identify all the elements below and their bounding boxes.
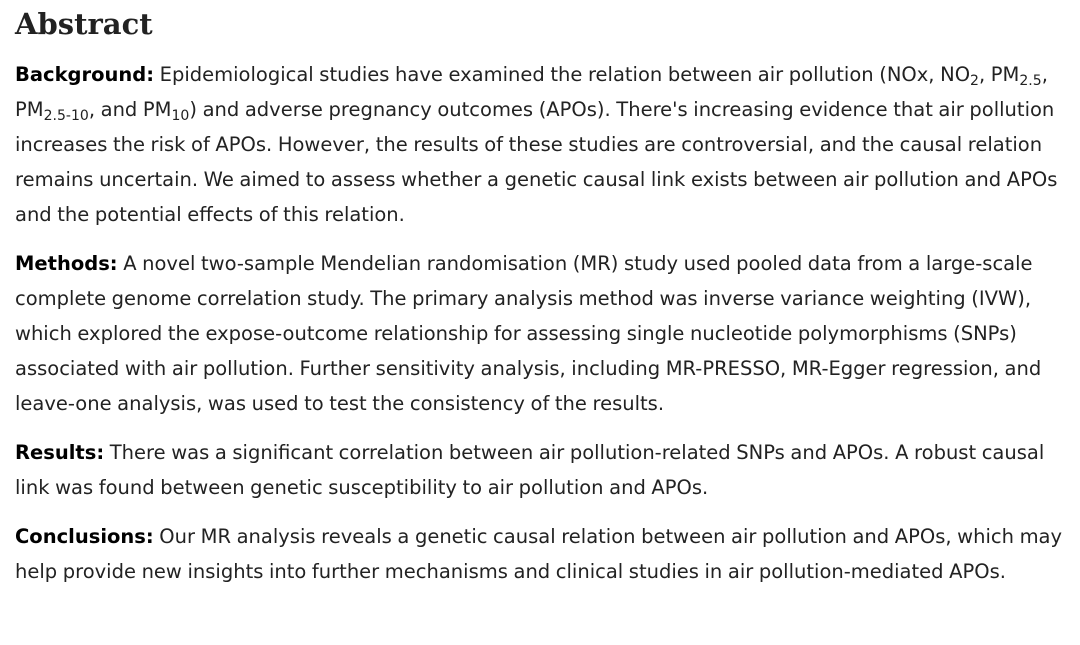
pm25-10-subscript: 2.5-10 <box>43 108 89 125</box>
background-text-2: , PM <box>978 63 1020 86</box>
abstract-heading: Abstract <box>15 7 153 41</box>
conclusions-text: Our MR analysis reveals a genetic causal relation between air pollution and APOs, which may help provide new insights into further mechanisms and clinical studies in air pollution-mediated APOs. <box>15 525 1063 583</box>
no2-subscript: 2 <box>970 73 979 90</box>
pm25-subscript: 2.5 <box>1019 73 1042 90</box>
results-text: There was a significant correlation between air pollution-related SNPs and APOs. A robust causal link was found between genetic susceptibility to air pollution and APOs. <box>15 441 1045 499</box>
results-label: Results: <box>15 441 105 464</box>
background-text-5: ) and adverse pregnancy outcomes (APOs). There's increasing evidence that air pollution increases the risk of APOs. However, the results of these studies are controversial, and the causal relation remains uncertain. We aimed to assess whether a genetic causal link exists between air pollution and APOs and the potential effects of this relation. <box>15 98 1058 226</box>
methods-label: Methods: <box>15 252 118 275</box>
conclusions-paragraph <box>15 519 1065 589</box>
results-paragraph <box>15 435 1065 505</box>
methods-text: A novel two-sample Mendelian randomisation (MR) study used pooled data from a large-scale complete genome correlation study. The primary analysis method was inverse variance weighting (IVW), which explored the expose-outcome relationship for assessing single nucleotide polymorphisms (SNPs) associated with air pollution. Further sensitivity analysis, including MR-PRESSO, MR-Egger regression, and leave-one analysis, was used to test the consistency of the results. <box>15 252 1042 415</box>
background-text-3: , PM <box>15 63 1048 121</box>
background-text-1: Epidemiological studies have examined the relation between air pollution (NOx, NO <box>154 63 971 86</box>
conclusions-label: Conclusions: <box>15 525 154 548</box>
methods-paragraph <box>15 246 1065 421</box>
background-label: Background: <box>15 63 155 86</box>
background-paragraph <box>15 57 1065 232</box>
background-text-4: , and PM <box>88 98 172 121</box>
pm10-subscript: 10 <box>171 108 190 125</box>
